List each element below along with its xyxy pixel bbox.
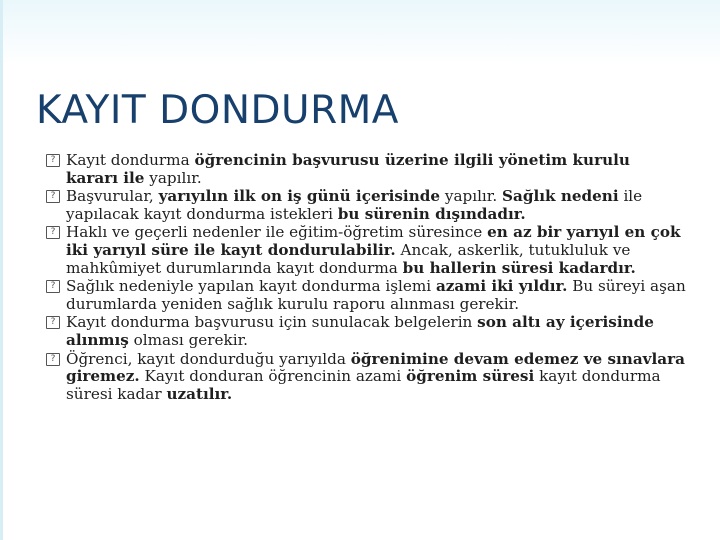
text-run-bold: öğrencinin başvurusu üzerine ilgili yönetim kurulu kararı ile — [66, 151, 630, 187]
text-run: Başvurular, — [66, 187, 159, 206]
text-run: yapılır. — [440, 187, 503, 206]
text-run: kayıt dondurma süresi kadar — [66, 367, 661, 403]
bullet-item-5 — [46, 314, 686, 349]
text-run: Ancak, askerlik, tutukluluk ve mahkûmiyet durumlarında kayıt dondurma — [66, 240, 631, 277]
bullet-text — [66, 350, 685, 403]
bullet-text — [66, 277, 686, 313]
bullet-item-2 — [46, 188, 686, 223]
text-run-bold: öğrenim süresi — [406, 367, 535, 386]
text-run: ile yapılacak kayıt dondurma istekleri — [66, 187, 643, 223]
text-run-bold: uzatılır. — [166, 384, 233, 403]
text-run: Kayıt donduran öğrencinin azami — [139, 367, 407, 386]
bullet-text — [66, 223, 681, 276]
text-run-bold: en az bir yarıyıl en çok iki yarıyıl süre ile kayıt dondurulabilir. — [66, 223, 681, 259]
bullet-marker-icon: ? — [46, 154, 60, 167]
text-run-bold: bu sürenin dışındadır. — [337, 204, 526, 223]
bullet-marker-icon: ? — [46, 316, 60, 329]
bullet-item-1 — [46, 152, 686, 187]
bullet-item-3 — [46, 224, 686, 277]
bullet-text — [66, 187, 642, 223]
bullet-list — [46, 152, 686, 404]
text-run-bold: yarıyılın ilk on iş günü içerisinde — [158, 187, 441, 206]
text-run: Haklı ve geçerli nedenler ile eğitim-öğretim süresince — [66, 223, 488, 242]
bullet-marker-icon: ? — [46, 353, 60, 366]
text-run-bold: son altı ay içerisinde alınmış — [66, 313, 654, 349]
text-run-bold: öğrenimine devam edemez ve sınavlara giremez. — [66, 349, 685, 386]
text-run: olması gerekir. — [128, 330, 249, 349]
text-run-bold: azami iki yıldır. — [435, 277, 568, 296]
bullet-marker-icon: ? — [46, 280, 60, 293]
bullet-text — [66, 313, 654, 349]
text-run-bold: Sağlık nedeni — [502, 187, 619, 206]
bullet-item-6 — [46, 351, 686, 404]
text-run: Öğrenci, kayıt dondurduğu yarıyılda — [66, 349, 351, 368]
text-run: yapılır. — [144, 168, 202, 187]
text-run: Sağlık nedeniyle yapılan kayıt dondurma işlemi — [66, 277, 436, 296]
bullet-text — [66, 151, 630, 187]
text-run: Bu süreyi aşan durumlarda yeniden sağlık kurulu raporu alınması gerekir. — [66, 277, 686, 313]
text-run-bold: bu hallerin süresi kadardır. — [402, 258, 636, 277]
text-run: Kayıt dondurma başvurusu için sunulacak belgelerin — [66, 313, 478, 332]
slide-title: KAYIT DONDURMA — [36, 88, 399, 133]
text-run: Kayıt dondurma — [66, 151, 195, 169]
bullet-marker-icon: ? — [46, 226, 60, 239]
bullet-item-4 — [46, 278, 686, 313]
bullet-marker-icon: ? — [46, 190, 60, 203]
